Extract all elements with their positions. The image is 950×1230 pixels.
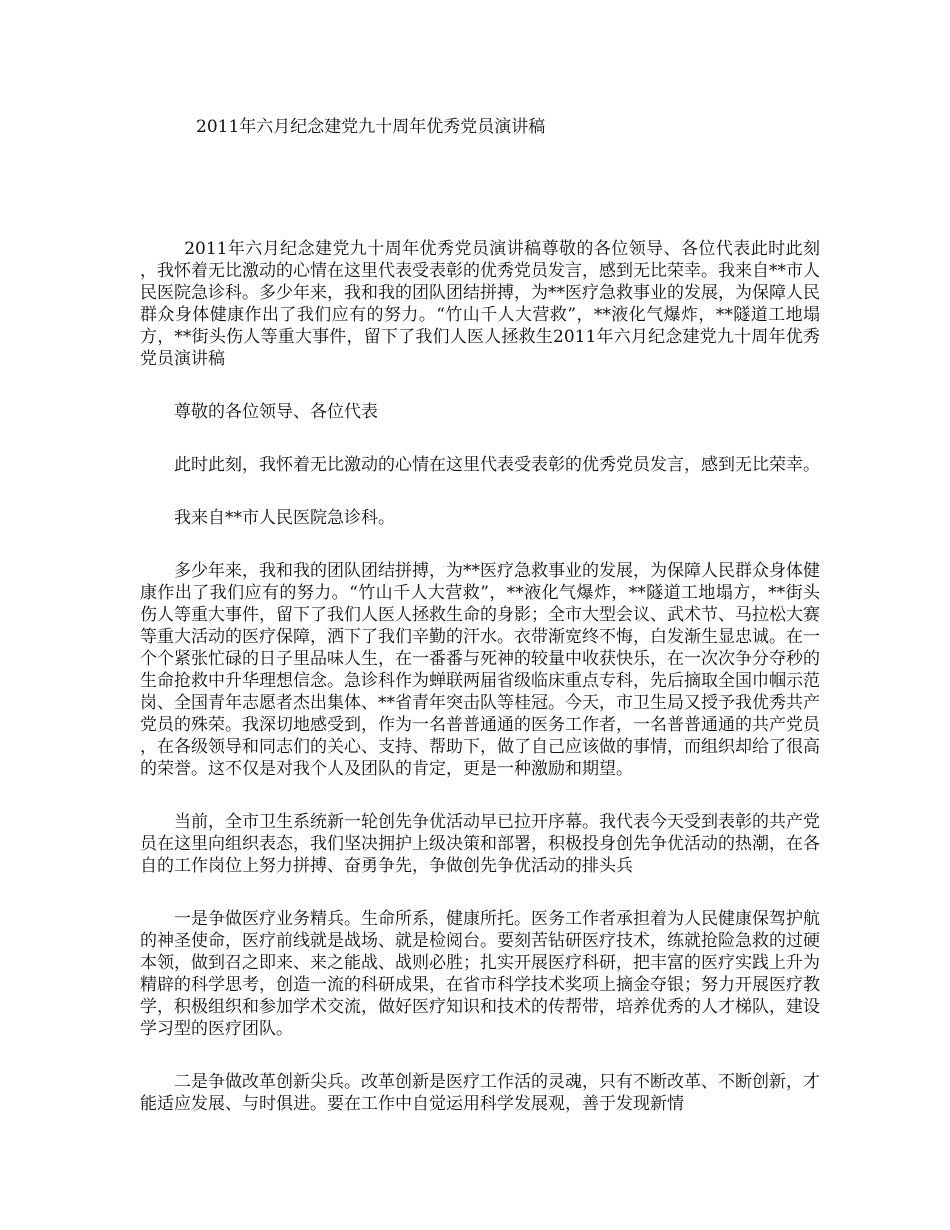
paragraph-commitment: 当前，全市卫生系统新一轮创先争优活动早已拉开序幕。我代表今天受到表彰的共产党员在这里向组织表态，我们坚决拥护上级决策和部署，积极投身创先争优活动的热潮，在各自的工作岗位上努力拼搏、奋勇争先，争做创先争优活动的排头兵 xyxy=(140,812,820,876)
paragraph-team-achievements: 多少年来，我和我的团队团结拼搏，为**医疗急救事业的发展，为保障人民群众身体健康作出了我们应有的努力。“竹山千人大营救”，**液化气爆炸，**隧道工地塌方，**街头伤人等重大事件，留下了我们人医人拯救生命的身影；全市大型会议、武术节、马拉松大赛等重大活动的医疗保障，洒下了我们辛勤的汗水。衣带渐宽终不悔，白发渐生显忠诚。在一个个紧张忙碌的日子里品味人生，在一番番与死神的较量中收获快乐，在一次次争分夺秒的生命抢救中升华理想信念。急诊科作为蝉联两届省级临床重点专科，先后摘取全国巾帼示范岗、全国青年志愿者杰出集体、**省青年突击队等桂冠。今天，市卫生局又授予我优秀共产党员的殊荣。我深切地感受到，作为一名普普通通的医务工作者，一名普普通通的共产党员，在各级领导和同志们的关心、支持、帮助下，做了自己应该做的事情，而组织却给了很高的荣誉。这不仅是对我个人及团队的肯定，更是一种激励和期望。 xyxy=(140,561,820,779)
paragraph-introduction: 我来自**市人民医院急诊科。 xyxy=(174,508,395,528)
document-title: 2011年六月纪念建党九十周年优秀党员演讲稿 xyxy=(196,117,546,137)
paragraph-point-two: 二是争做改革创新尖兵。改革创新是医疗工作活的灵魂，只有不断改革、不断创新，才能适应发展、与时俱进。要在工作中自觉运用科学发展观，善于发现新情 xyxy=(140,1072,820,1114)
paragraph-opening: 此时此刻，我怀着无比激动的心情在这里代表受表彰的优秀党员发言，感到无比荣幸。 xyxy=(174,455,820,475)
paragraph-salutation: 尊敬的各位领导、各位代表 xyxy=(174,402,378,422)
document-body xyxy=(140,238,820,1146)
paragraph-point-one: 一是争做医疗业务精兵。生命所系，健康所托。医务工作者承担着为人民健康保驾护航的神圣使命，医疗前线就是战场、就是检阅台。要刻苦钻研医疗技术，练就抢险急救的过硬本领，做到召之即来、来之能战、战则必胜；扎实开展医疗科研，把丰富的医疗实践上升为精辟的科学思考，创造一流的科研成果，在省市科学技术奖项上摘金夺银；努力开展医疗教学，积极组织和参加学术交流，做好医疗知识和技术的传帮带，培养优秀的人才梯队，建设学习型的医疗团队。 xyxy=(140,909,820,1039)
paragraph-summary: 2011年六月纪念建党九十周年优秀党员演讲稿尊敬的各位领导、各位代表此时此刻，我怀着无比激动的心情在这里代表受表彰的优秀党员发言，感到无比荣幸。我来自**市人民医院急诊科。多少年来，我和我的团队团结拼搏，为**医疗急救事业的发展，为保障人民群众身体健康作出了我们应有的努力。“竹山千人大营救”，**液化气爆炸，**隧道工地塌方，**街头伤人等重大事件，留下了我们人医人拯救生2011年六月纪念建党九十周年优秀党员演讲稿 xyxy=(140,239,820,369)
